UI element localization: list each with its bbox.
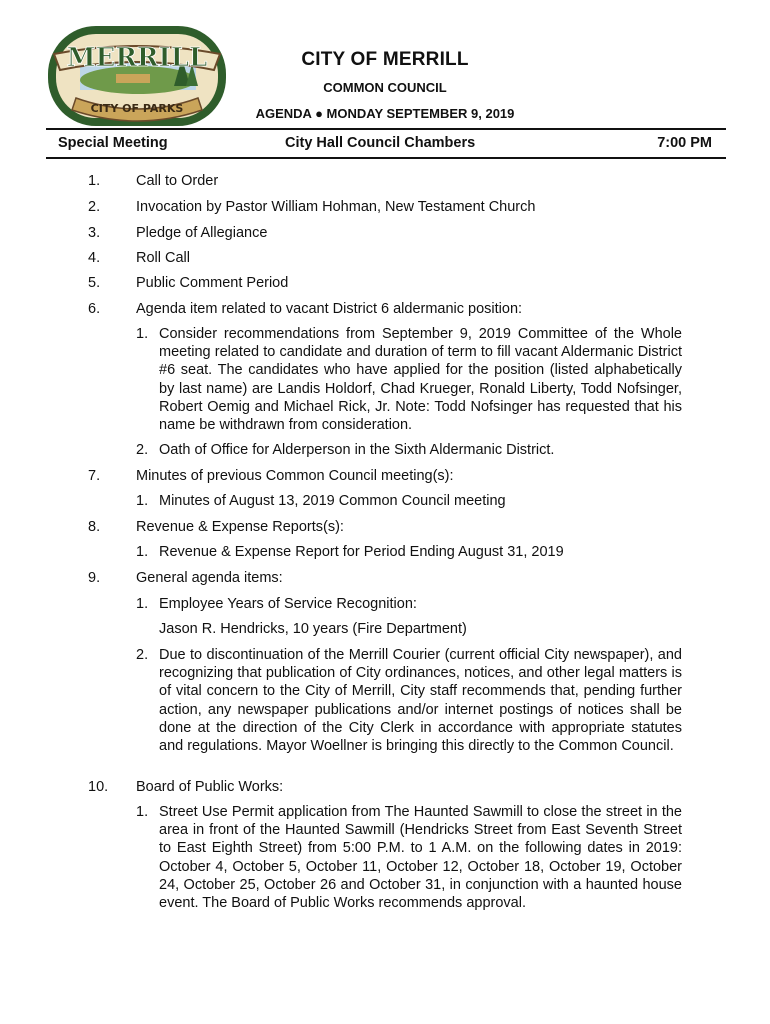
agenda-item-text: Pledge of Allegiance: [136, 225, 268, 241]
agenda-sub-item: [136, 646, 682, 755]
agenda-item-number: 1.: [88, 173, 101, 189]
agenda-item-number: 4.: [88, 250, 101, 266]
agenda-item-text: Roll Call: [136, 250, 190, 266]
agenda-sub-item: [136, 803, 682, 912]
agenda-item-text: Invocation by Pastor William Hohman, New Testament Church: [136, 199, 536, 215]
council-name: COMMON COUNCIL: [323, 80, 447, 95]
agenda-item-number: 9.: [88, 570, 101, 586]
sub-item-text: Revenue & Expense Report for Period Ending August 31, 2019: [159, 544, 564, 560]
svg-text:MERRILL: MERRILL: [66, 43, 208, 73]
agenda-item-text: Minutes of previous Common Council meeting(s):: [136, 468, 454, 484]
sub-item-text: Street Use Permit application from The Haunted Sawmill to close the street in the area in front of the Haunted Sawmill (Hendricks Street from East Seventh Street to East Eighth Street) from 5:00 P.M. to 1 A.M. on the following dates in 2019: October 4, October 5, October 11, October 12, October 18, October 19, October 24, October 25, October 26 and October 31, in conjunction with a haunted house event. The Board of Public Works recommends approval.: [159, 804, 682, 912]
agenda-sub-item: [136, 543, 682, 561]
sub-item-text: Oath of Office for Alderperson in the Sixth Aldermanic District.: [159, 442, 555, 458]
sub-item-number: 1.: [136, 596, 149, 612]
agenda-item-text: Board of Public Works:: [136, 779, 284, 795]
agenda-sub-item: [136, 595, 682, 613]
page-title: CITY OF MERRILL: [301, 49, 469, 70]
sub-item-number: 1.: [136, 493, 149, 509]
agenda-item-number: 8.: [88, 519, 101, 535]
sub-item-text: Due to discontinuation of the Merrill Courier (current official City newspaper), and recognizing that publication of City ordinances, notices, and other legal matters is of vital concern to the City of Merrill, City staff recommends that, pending further action, any newspaper publications and/or internet postings of notices shall be done at the direction of the City Clerk in accordance with appropriate statutes and regulations. Mayor Woellner is bringing this directly to the Common Council.: [159, 647, 682, 755]
agenda-sub-item: [136, 492, 682, 510]
agenda-item-text: Call to Order: [136, 173, 219, 189]
agenda-item-number: 10.: [88, 779, 109, 795]
agenda-item-text: Agenda item related to vacant District 6 aldermanic position:: [136, 301, 523, 317]
agenda-item-number: 2.: [88, 199, 101, 215]
agenda-sub-item: [136, 325, 682, 434]
agenda-item-text: General agenda items:: [136, 570, 283, 586]
agenda-sub-item: [136, 441, 682, 459]
sub-item-text: Consider recommendations from September 9, 2019 Committee of the Whole meeting related to candidate and duration of term to fill vacant Aldermanic District #6 seat. The candidates who have applied for the position (listed alphabetically by last name) are Landis Holdorf, Chad Krueger, Ronald Liberty, Todd Nofsinger, Robert Oemig and Michael Rick, Jr. Note: Todd Nofsinger has requested that his name be withdrawn from consideration.: [159, 326, 682, 434]
sub-item-note: Jason R. Hendricks, 10 years (Fire Department): [159, 621, 467, 637]
sub-item-number: 1.: [136, 326, 149, 342]
agenda-item-number: 6.: [88, 301, 101, 317]
agenda-item-number: 7.: [88, 468, 101, 484]
agenda-date-line: AGENDA ● MONDAY SEPTEMBER 9, 2019: [255, 106, 515, 121]
sub-item-number: 1.: [136, 804, 149, 820]
agenda-item-text: Public Comment Period: [136, 275, 289, 291]
meeting-type: Special Meeting: [58, 135, 168, 151]
agenda-item-number: 3.: [88, 225, 101, 241]
meeting-location: City Hall Council Chambers: [285, 135, 476, 151]
sub-item-number: 2.: [136, 647, 149, 663]
meeting-time: 7:00 PM: [657, 135, 712, 151]
agenda-item-number: 5.: [88, 275, 101, 291]
sub-item-text: Employee Years of Service Recognition:: [159, 596, 417, 612]
agenda-item-text: Revenue & Expense Reports(s):: [136, 519, 344, 535]
sub-item-number: 2.: [136, 442, 149, 458]
sub-item-text: Minutes of August 13, 2019 Common Council meeting: [159, 493, 506, 509]
svg-text:CITY OF PARKS: CITY OF PARKS: [90, 102, 184, 115]
sub-item-number: 1.: [136, 544, 149, 560]
